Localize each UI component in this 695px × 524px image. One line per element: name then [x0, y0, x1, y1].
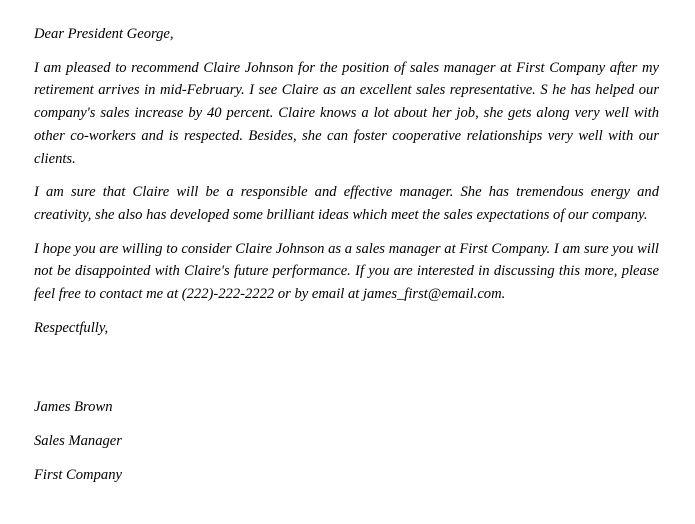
letter — [34, 23, 659, 498]
signature-title: Sales Manager — [34, 433, 122, 450]
body-paragraph-3: I hope you are willing to consider Claire Johnson as a sales manager at First Company. I am sure you will not be disappointed with Claire's future performance. If you are interested in discussing this more, please feel free to contact me at (222)-222-2222 or by email at james_first@email.com. — [34, 240, 659, 303]
body-paragraph-2: I am sure that Claire will be a responsible and effective manager. She has tremendous energy and creativity, she also has developed some brilliant ideas which meet the sales expectations of our company. — [34, 184, 659, 223]
signature-name: James Brown — [34, 399, 113, 416]
salutation: Dear President George, — [34, 26, 174, 42]
body-paragraph-1: I am pleased to recommend Claire Johnson for the position of sales manager at First Company after my retirement arrives in mid-February. I see Claire as an excellent sales representative. S he has helped our company's sales increase by 40 percent. Claire knows a lot about her job, she gets along very well with other co-workers and is respected. Besides, she can foster cooperative relationships very well with our clients. — [34, 59, 659, 167]
signature-company: First Company — [34, 466, 122, 483]
closing: Respectfully, — [34, 319, 109, 336]
